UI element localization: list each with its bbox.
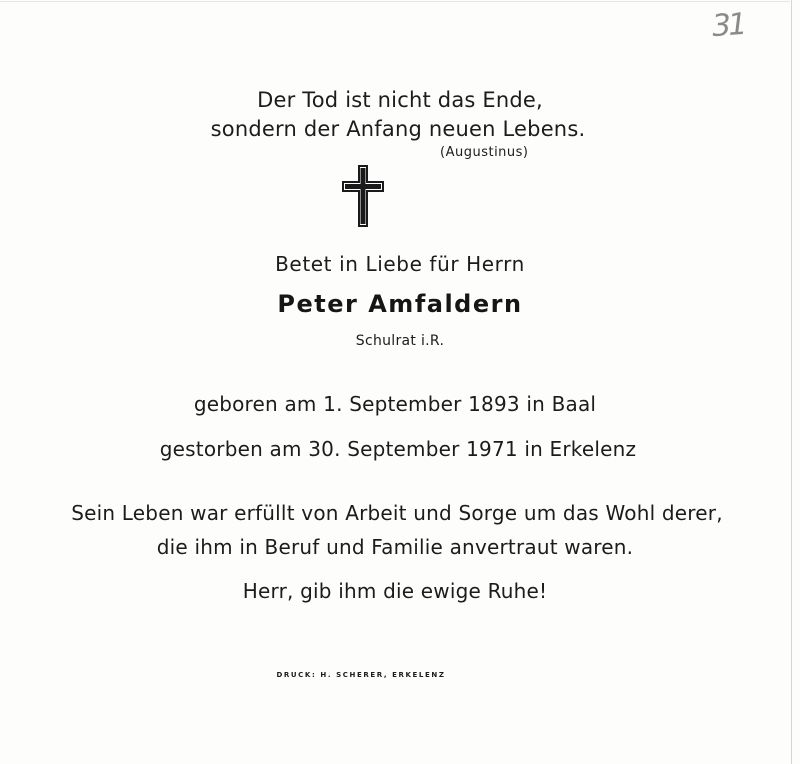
prayer-intro: Betet in Liebe für Herrn xyxy=(275,252,525,276)
closing-prayer: Herr, gib ihm die ewige Ruhe! xyxy=(242,579,548,603)
death-date: gestorben am 30. September 1971 in Erkelenz xyxy=(159,437,637,461)
tribute-line-2: die ihm in Beruf und Familie anvertraut waren. xyxy=(156,535,634,559)
birth-date: geboren am 1. September 1893 in Baal xyxy=(193,392,597,416)
printer-imprint: DRUCK: H. SCHERER, ERKELENZ xyxy=(276,671,446,679)
deceased-title: Schulrat i.R. xyxy=(355,333,445,349)
latin-cross-icon xyxy=(341,165,385,227)
tribute-line-1: Sein Leben war erfüllt von Arbeit und Sorge um das Wohl derer, xyxy=(71,501,723,525)
deceased-name: Peter Amfaldern xyxy=(277,290,523,318)
handwritten-page-number: 31 xyxy=(710,6,746,45)
quote-line-2: sondern der Anfang neuen Lebens. xyxy=(210,117,586,141)
quote-attribution: (Augustinus) xyxy=(440,145,529,160)
quote-line-1: Der Tod ist nicht das Ende, xyxy=(257,88,543,112)
page-edge-top xyxy=(0,1,790,2)
page-edge-right xyxy=(791,0,792,764)
